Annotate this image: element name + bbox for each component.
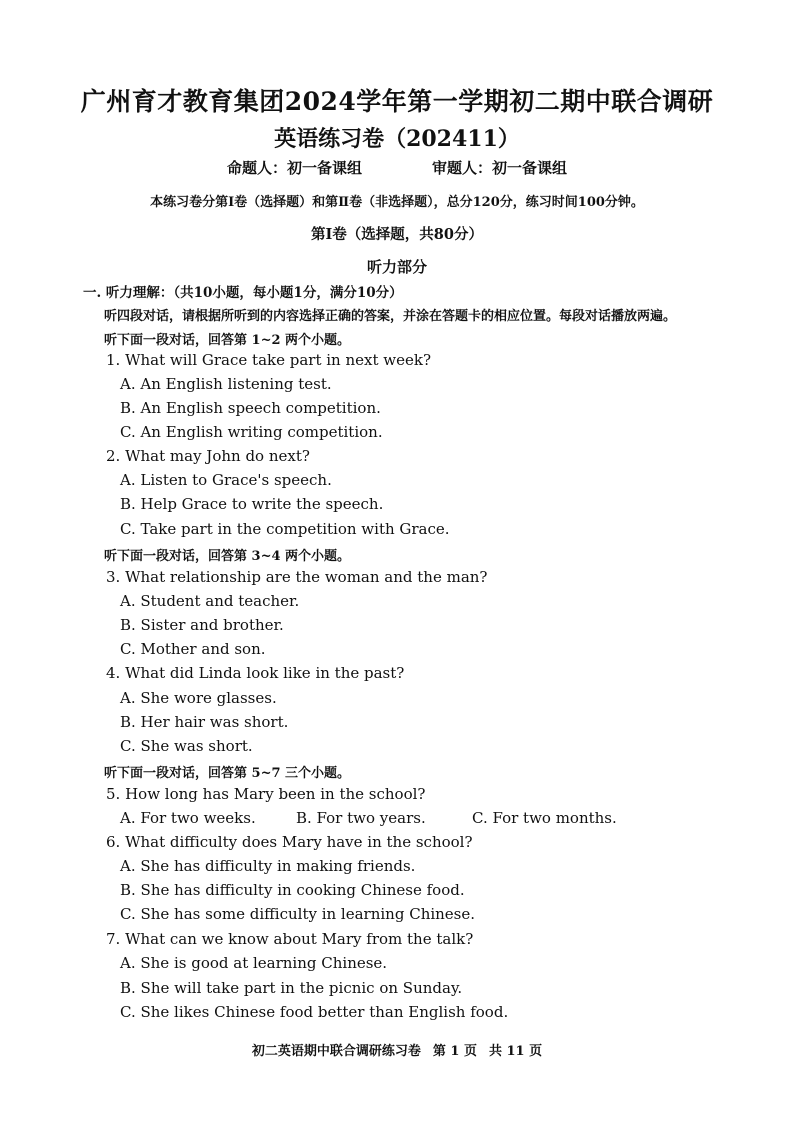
option-a: A. Student and teacher.	[120, 592, 300, 610]
question-text: 7. What can we know about Mary from the talk?	[106, 930, 474, 948]
group-intro: 听下面一段对话，回答第 1~2 两个小题。	[104, 333, 351, 348]
question-text: 5. How long has Mary been in the school?	[106, 785, 426, 803]
exam-title: 广州育才教育集团2024学年第一学期初二期中联合调研	[80, 87, 714, 116]
option-b: B. Her hair was short.	[120, 713, 289, 731]
option-b: B. She has difficulty in cooking Chinese food.	[120, 881, 465, 899]
question-text: 1. What will Grace take part in next week?	[106, 351, 431, 369]
option-a: A. She wore glasses.	[120, 689, 277, 707]
footer-page-number: 第 1 页	[432, 1044, 477, 1059]
exam-subtitle: 英语练习卷（202411）	[274, 126, 520, 152]
volume-heading: 第Ⅰ卷（选择题，共80分）	[311, 226, 483, 243]
footer-total-pages: 共 11 页	[488, 1044, 543, 1059]
question-text: 2. What may John do next?	[106, 447, 310, 465]
option-c: C. An English writing competition.	[120, 423, 383, 441]
option-b: B. Help Grace to write the speech.	[120, 495, 384, 513]
option-c: C. She has some difficulty in learning Chinese.	[120, 905, 476, 923]
part-heading: 听力部分	[366, 258, 427, 276]
question-text: 3. What relationship are the woman and the man?	[106, 568, 488, 586]
option-a: A. She has difficulty in making friends.	[120, 857, 416, 875]
authors-line	[0, 157, 794, 178]
option-b: B. Sister and brother.	[120, 616, 284, 634]
question-text: 6. What difficulty does Mary have in the school?	[106, 833, 473, 851]
option-c: C. Mother and son.	[120, 640, 266, 658]
footer-exam-name: 初二英语期中联合调研练习卷	[251, 1044, 421, 1059]
option-b: B. An English speech competition.	[120, 399, 381, 417]
option-b: B. She will take part in the picnic on Sunday.	[120, 979, 463, 997]
section-heading: 一. 听力理解：（共10小题，每小题1分，满分10分）	[83, 285, 403, 301]
setter-label: 命题人：初一备课组	[226, 159, 362, 177]
option-c: C. She was short.	[120, 737, 253, 755]
question-text: 4. What did Linda look like in the past?	[106, 664, 405, 682]
option-c: C. She likes Chinese food better than English food.	[120, 1003, 509, 1021]
option-c: C. For two months.	[472, 809, 617, 827]
exam-intro: 本练习卷分第Ⅰ卷（选择题）和第Ⅱ卷（非选择题），总分120分，练习时间100分钟。	[150, 195, 644, 210]
page-footer	[0, 1040, 794, 1059]
group-intro: 听下面一段对话，回答第 3~4 两个小题。	[104, 549, 351, 564]
option-a: A. An English listening test.	[120, 375, 332, 393]
option-b: B. For two years.	[296, 809, 426, 827]
reviewer-label: 审题人：初一备课组	[432, 159, 568, 177]
option-c: C. Take part in the competition with Grace.	[120, 520, 450, 538]
option-a: A. Listen to Grace's speech.	[120, 471, 332, 489]
option-a: A. For two weeks.	[120, 809, 256, 827]
group-intro: 听下面一段对话，回答第 5~7 三个小题。	[104, 766, 351, 781]
section-instruction: 听四段对话，请根据所听到的内容选择正确的答案，并涂在答题卡的相应位置。每段对话播放两遍。	[104, 309, 677, 324]
option-a: A. She is good at learning Chinese.	[120, 954, 388, 972]
